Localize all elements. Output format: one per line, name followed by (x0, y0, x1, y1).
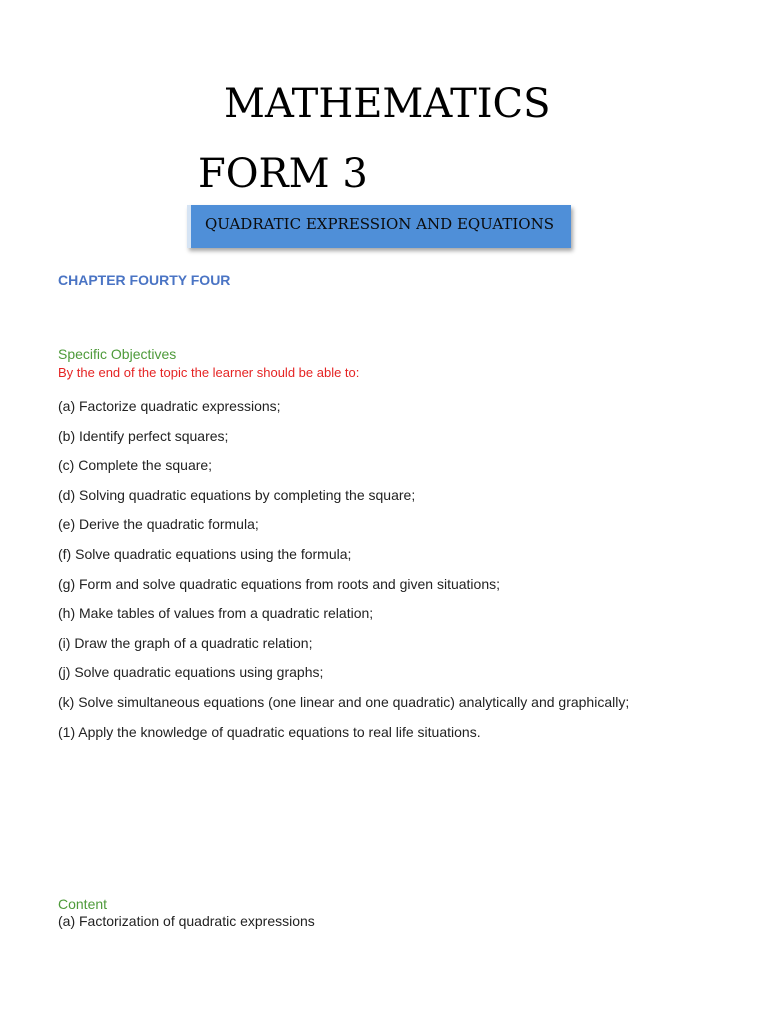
objective-item: (k) Solve simultaneous equations (one linear and one quadratic) analytically and graphically; (58, 693, 630, 710)
content-item: (a) Factorization of quadratic expressions (58, 913, 315, 929)
objective-item: (j) Solve quadratic equations using graphs; (58, 664, 324, 681)
topic-banner (187, 205, 571, 248)
objective-item: (b) Identify perfect squares; (58, 427, 229, 444)
objective-item: (d) Solving quadratic equations by completing the square; (58, 486, 416, 503)
objectives-intro: By the end of the topic the learner should be able to: (58, 365, 360, 380)
document-title: MATHEMATICS (224, 81, 551, 127)
objective-item: (c) Complete the square; (58, 457, 213, 474)
document-subtitle: FORM 3 (198, 151, 368, 197)
chapter-heading: CHAPTER FOURTY FOUR (58, 272, 231, 288)
objectives-list (58, 392, 629, 747)
objective-item: (h) Make tables of values from a quadratic relation; (58, 605, 374, 622)
objective-item: (e) Derive the quadratic formula; (58, 516, 259, 533)
objectives-heading: Specific Objectives (58, 346, 177, 362)
objective-item: (f) Solve quadratic equations using the formula; (58, 545, 352, 562)
content-heading: Content (58, 896, 108, 912)
topic-banner-text: QUADRATIC EXPRESSION AND EQUATIONS (205, 215, 555, 233)
objective-item: (i) Draw the graph of a quadratic relation; (58, 634, 313, 651)
objective-item: (1) Apply the knowledge of quadratic equations to real life situations. (58, 723, 481, 740)
objective-item: (a) Factorize quadratic expressions; (58, 398, 281, 414)
objective-item: (g) Form and solve quadratic equations from roots and given situations; (58, 575, 501, 592)
